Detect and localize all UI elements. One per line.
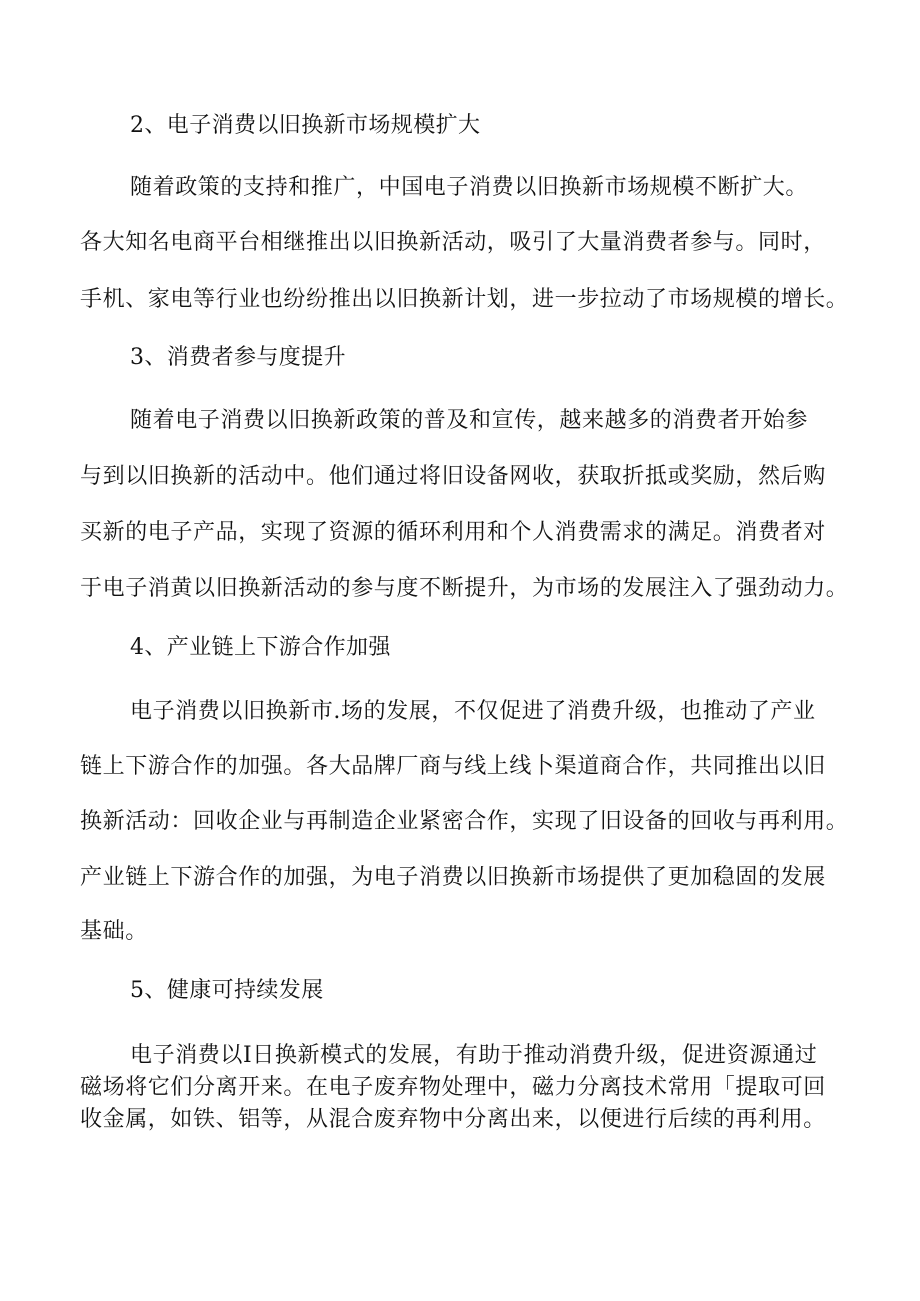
paragraph-line: 于电子消黄以旧换新活动的参与度不断提升，为市场的发展注入了强劲动力。: [80, 576, 849, 601]
paragraph-line: 随着电子消费以旧换新政策的普及和宣传，越来越多的消费者开始参: [130, 408, 809, 433]
paragraph-line: 买新的电子产品，实现了资源的循环利用和个人消费需求的满足。消费者对: [80, 520, 826, 545]
paragraph-line: 产业链上下游合作的加强，为电子消费以旧换新市场提供了更加稳固的发展: [80, 865, 826, 890]
paragraph-line: 电子消费以I日换新模式的发展，有助于推动消费升级，促进资源通过: [130, 1043, 818, 1068]
paragraph-line: 换新活动：回收企业与再制造企业紧密合作，实现了旧设备的回收与再利用。: [80, 809, 849, 834]
paragraph-line: 随着政策的支持和推广，中国电子消费以旧换新市场规模不断扩大。: [130, 175, 809, 200]
section-heading-5: 5、健康可持续发展: [130, 978, 324, 1003]
paragraph-line: 手机、家电等行业也纷纷推出以旧换新计划，进一步拉动了市场规模的增长。: [80, 287, 849, 312]
paragraph-line: 磁场将它们分离开来。在电子废弃物处理中，磁力分离技术常用「提取可回: [80, 1075, 826, 1100]
paragraph-line: 与到以旧换新的活动中。他们通过将旧设备网收，获取折抵或奖励，然后购: [80, 464, 826, 489]
paragraph-line: 链上下游合作的加强。各大品牌厂商与线上线卜渠道商合作，共同推出以旧: [80, 754, 826, 779]
paragraph-line: 各大知名电商平台相继推出以旧换新活动，吸引了大量消费者参与。同时，: [80, 230, 826, 255]
section-heading-4: 4、产业链上下游合作加强: [130, 635, 391, 660]
paragraph-line: 电子消费以旧换新市.场的发展，不仅促进了消费升级，也推动了产业: [130, 699, 816, 724]
paragraph-line: 收金属，如铁、铝等，从混合废弃物中分离出来，以便进行后续的再利用。: [80, 1107, 826, 1132]
paragraph-line: 基础。: [80, 919, 148, 944]
section-heading-2: 2、电子消费以旧换新市场规模扩大: [130, 113, 481, 138]
section-heading-3: 3、消费者参与度提升: [130, 345, 346, 370]
